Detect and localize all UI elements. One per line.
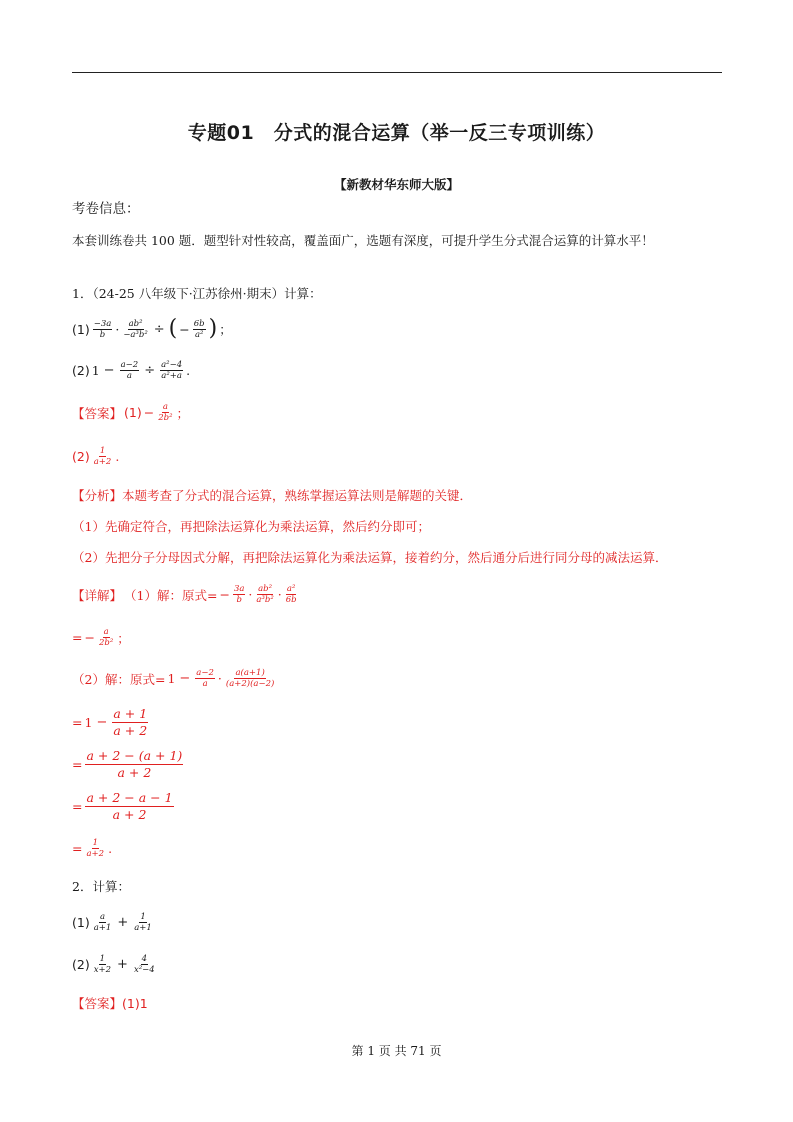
fraction: $\frac{\text{a²−4}}{\text{a²+a}}$ (161, 360, 183, 381)
fraction: $\frac{6b}{\text{a²}}$ (193, 318, 205, 340)
fraction: $\frac{1}{a+2}$ (93, 446, 112, 467)
fraction: $\frac{a}{\text{2b²}}$ (158, 402, 173, 423)
fraction: $\frac{a + 2 - (a + 1)}{a + 2}$ (86, 748, 183, 780)
header-rule (72, 72, 722, 73)
answer-tag: 【答案】 (72, 405, 123, 421)
fraction: $\frac{1}{x+2}$ (93, 954, 112, 975)
answer-tag: 【答案】 (72, 996, 123, 1011)
q1-stem: 1．（24-25 八年级下·江苏徐州·期末）计算： (72, 286, 322, 301)
q2-part2: (2) $\frac{1}{x+2}$ + $\frac{4}{\text{x²−4}}$ (72, 954, 155, 975)
fraction: $\frac{3a}{b}$ (233, 584, 245, 605)
q1-analysis: 【分析】本题考查了分式的混合运算，熟练掌握运算法则是解题的关键． (72, 488, 473, 503)
fraction: $\frac{\text{a²}}{6b}$ (285, 584, 297, 605)
fraction: $\frac{a + 2 - a - 1}{a + 2}$ (86, 790, 173, 822)
q1-detail-2-step3: = $\frac{a + 2 - a - 1}{a + 2}$ (72, 790, 173, 822)
q1-detail-2-step4: = $\frac{1}{a+2}$ . (72, 838, 113, 859)
page-title: 专题01 分式的混合运算（举一反三专项训练） (187, 122, 606, 144)
fraction: $\frac{4}{\text{x²−4}}$ (133, 954, 155, 975)
q2-stem: 2．计算： (72, 879, 130, 894)
q1-analysis-1: （1）先确定符合，再把除法运算化为乘法运算，然后约分即可； (72, 519, 430, 534)
q1-answer: 【答案】 (1) − $\frac{a}{\text{2b²}}$ ； (72, 402, 189, 423)
fraction: $\frac{a + 1}{a + 2}$ (113, 706, 148, 738)
q1-part1: (1) $\frac{-3a}{b}$ · $\frac{\text{ab²}}{\text{−a³b²}}$ ÷ ( − $\frac{6b}{\text{a²}}$ ) ； (72, 316, 232, 341)
fraction: $\frac{a}{a+1}$ (93, 912, 112, 933)
q2-part1: (1) $\frac{a}{a+1}$ + $\frac{1}{a+1}$ (72, 912, 152, 933)
fraction: $\frac{1}{a+2}$ (86, 838, 105, 859)
fraction: $\frac{a-2}{a}$ (196, 668, 214, 689)
q1-analysis-2: （2）先把分子分母因式分解，再把除法运算化为乘法运算，接着约分，然后通分后进行同分母的减法运算． (72, 550, 668, 565)
q1-detail-1: 【详解】 （1）解：原式= − $\frac{3a}{b}$ · $\frac{\text{ab²}}{\text{a³b²}}$ · $\frac{\text{a²}}{6b}$ (72, 584, 297, 605)
q1-answer-part2: (2) $\frac{1}{a+2}$ . (72, 446, 120, 467)
exam-info-label: 考卷信息： (72, 201, 140, 217)
fraction: $\frac{a}{\text{2b²}}$ (98, 627, 114, 648)
q1-detail-2-step2: = $\frac{a + 2 - (a + 1)}{a + 2}$ (72, 748, 183, 780)
page-footer: 第 1 页 共 71 页 (351, 1044, 442, 1058)
fraction: $\frac{a(a+1)}{(a+2)(a-2)}$ (225, 668, 275, 689)
edition-label: 【新教材华东师大版】 (333, 177, 459, 192)
exam-info-text: 本套训练卷共 100 题．题型针对性较高，覆盖面广，选题有深度，可提升学生分式混合运算的计算水平！ (72, 233, 654, 248)
q2-answer: 【答案】(1)1 (72, 996, 148, 1011)
fraction: $\frac{\text{ab²}}{\text{a³b²}}$ (256, 584, 274, 605)
q1-detail-1-result: = − $\frac{a}{\text{2b²}}$ ； (72, 627, 130, 648)
detail-tag: 【详解】 (72, 587, 123, 603)
q1-detail-2-step1: = 1 − $\frac{a + 1}{a + 2}$ (72, 706, 148, 738)
q1-part2: (2) 1 − $\frac{a-2}{a}$ ÷ $\frac{\text{a²−4}}{\text{a²+a}}$ . (72, 360, 191, 381)
fraction: $\frac{\text{ab²}}{\text{−a³b²}}$ (123, 318, 148, 340)
analysis-tag: 【分析】 (72, 488, 123, 503)
fraction: $\frac{-3a}{b}$ (93, 318, 112, 340)
q1-detail-2: （2）解：原式= 1 − $\frac{a-2}{a}$ · $\frac{a(a+1)}{(a+2)(a-2)}$ (72, 668, 275, 689)
fraction: $\frac{a-2}{a}$ (120, 360, 139, 381)
fraction: $\frac{1}{a+1}$ (134, 912, 152, 933)
